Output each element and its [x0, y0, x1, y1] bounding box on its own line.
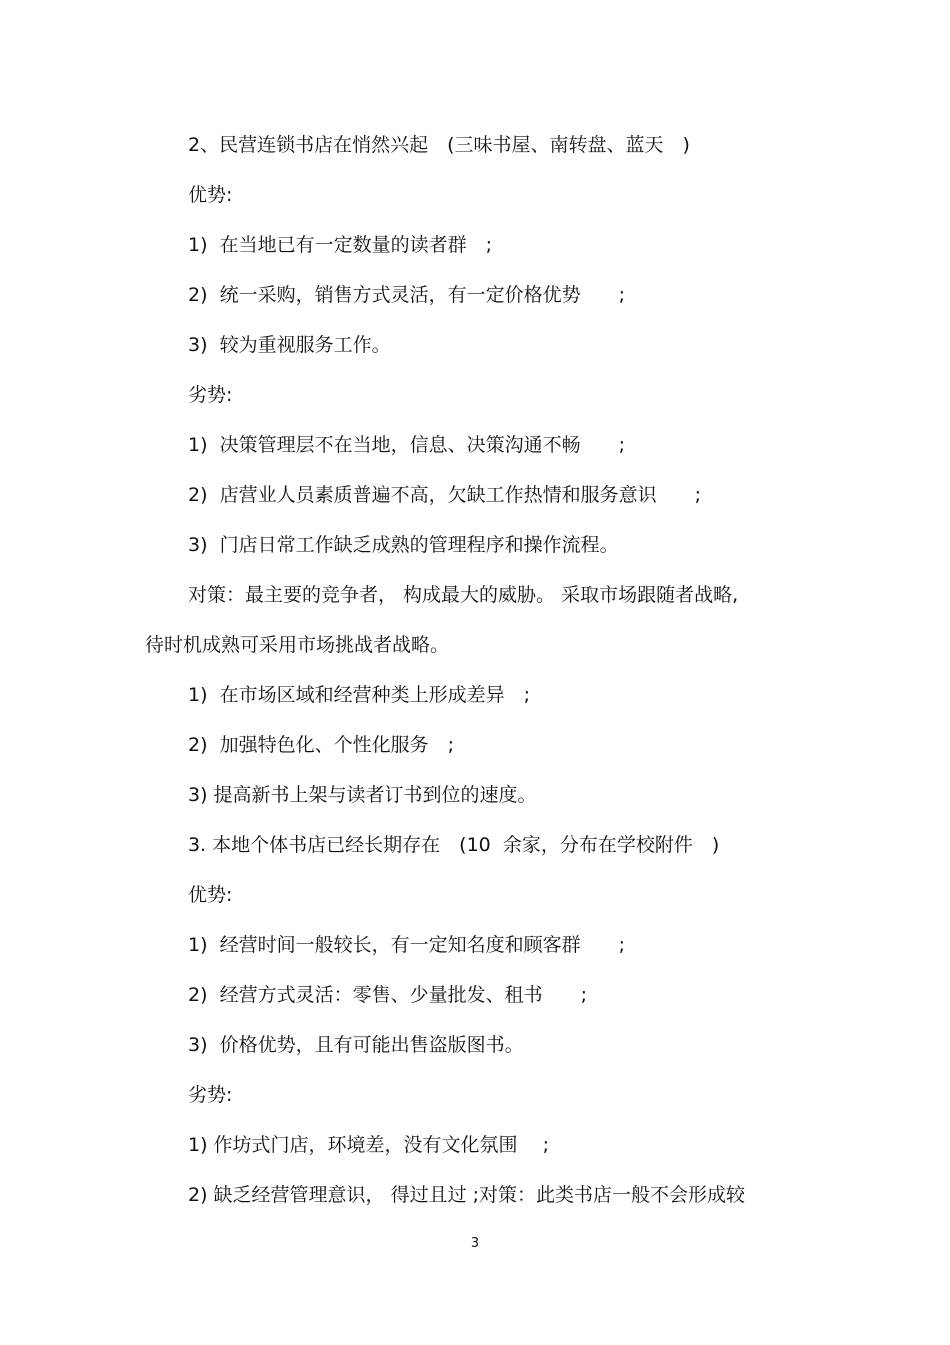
advantages-heading: 优势: [188, 184, 233, 206]
list-item: 3) 门店日常工作缺乏成熟的管理程序和操作流程。 [188, 534, 619, 556]
disadvantages-heading: 劣势: [188, 384, 233, 406]
list-item: 2) 经营方式灵活：零售、少量批发、租书 ; [188, 984, 587, 1006]
list-item: 1) 作坊式门店，环境差，没有文化氛围 ; [188, 1134, 549, 1156]
strategy-paragraph-line: 对策：最主要的竞争者， 构成最大的威胁。 采取市场跟随者战略, [188, 584, 739, 606]
list-item: 2) 加强特色化、个性化服务 ; [188, 734, 454, 756]
list-item: 1) 在当地已有一定数量的读者群 ; [188, 234, 492, 256]
list-item: 2) 店营业人员素质普遍不高，欠缺工作热情和服务意识 ; [188, 484, 701, 506]
page-number: 3 [470, 1236, 480, 1251]
list-item: 1) 经营时间一般较长，有一定知名度和顾客群 ; [188, 934, 625, 956]
list-item: 1) 在市场区域和经营种类上形成差异 ; [188, 684, 530, 706]
list-item: 3) 较为重视服务工作。 [188, 334, 391, 356]
strategy-paragraph-continuation: 待时机成熟可采用市场挑战者战略。 [145, 634, 450, 656]
section-heading-independent-stores: 3. 本地个体书店已经长期存在 (10 余家，分布在学校附件 ) [188, 834, 720, 856]
list-item: 2) 统一采购，销售方式灵活，有一定价格优势 ; [188, 284, 625, 306]
list-item: 1) 决策管理层不在当地，信息、决策沟通不畅 ; [188, 434, 625, 456]
list-item: 3) 提高新书上架与读者订书到位的速度。 [188, 784, 537, 806]
list-item: 2) 缺乏经营管理意识， 得过且过 ;对策：此类书店一般不会形成较 [188, 1184, 746, 1206]
advantages-heading: 优势: [188, 884, 233, 906]
section-heading-private-chains: 2、民营连锁书店在悄然兴起 (三味书屋、南转盘、蓝天 ) [188, 134, 690, 156]
disadvantages-heading: 劣势: [188, 1084, 233, 1106]
list-item: 3) 价格优势，且有可能出售盗版图书。 [188, 1034, 524, 1056]
